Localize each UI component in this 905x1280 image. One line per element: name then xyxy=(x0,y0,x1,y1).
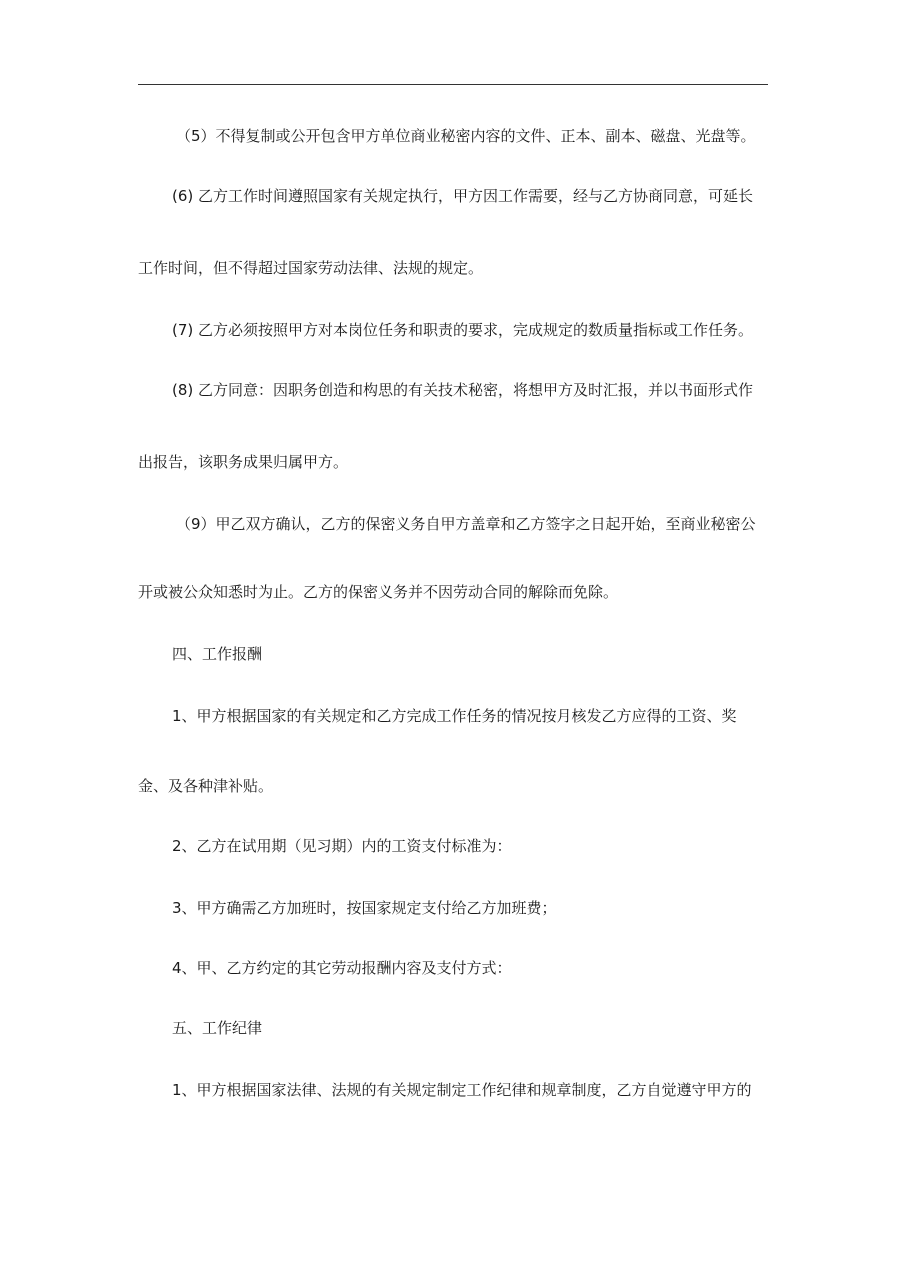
pay-item-1-line1: 1、甲方根据国家的有关规定和乙方完成工作任务的情况按月核发乙方应得的工资、奖 xyxy=(172,707,737,725)
section-heading-5: 五、工作纪律 xyxy=(172,1019,263,1037)
pay-item-4: 4、甲、乙方约定的其它劳动报酬内容及支付方式： xyxy=(172,959,512,977)
clause-6-line1: (6) 乙方工作时间遵照国家有关规定执行，甲方因工作需要，经与乙方协商同意，可延长 xyxy=(172,187,754,205)
clause-8-line1: (8) 乙方同意：因职务创造和构思的有关技术秘密，将想甲方及时汇报，并以书面形式作 xyxy=(172,381,754,399)
clause-7: (7) 乙方必须按照甲方对本岗位任务和职责的要求，完成规定的数质量指标或工作任务。 xyxy=(172,321,754,339)
header-rule xyxy=(138,84,768,85)
section-heading-4: 四、工作报酬 xyxy=(172,645,263,663)
pay-item-1-line2: 金、及各种津补贴。 xyxy=(138,777,274,795)
discipline-item-1-line1: 1、甲方根据国家法律、法规的有关规定制定工作纪律和规章制度，乙方自觉遵守甲方的 xyxy=(172,1081,752,1099)
clause-8-line2: 出报告，该职务成果归属甲方。 xyxy=(138,453,349,471)
clause-5: （5）不得复制或公开包含甲方单位商业秘密内容的文件、正本、副本、磁盘、光盘等。 xyxy=(176,127,756,145)
pay-item-2: 2、乙方在试用期（见习期）内的工资支付标准为： xyxy=(172,837,512,855)
clause-9-line1: （9）甲乙双方确认，乙方的保密义务自甲方盖章和乙方签字之日起开始，至商业秘密公 xyxy=(176,515,756,533)
clause-9-line2: 开或被公众知悉时为止。乙方的保密义务并不因劳动合同的解除而免除。 xyxy=(138,583,619,601)
clause-6-line2: 工作时间，但不得超过国家劳动法律、法规的规定。 xyxy=(138,259,484,277)
pay-item-3: 3、甲方确需乙方加班时，按国家规定支付给乙方加班费； xyxy=(172,899,557,917)
